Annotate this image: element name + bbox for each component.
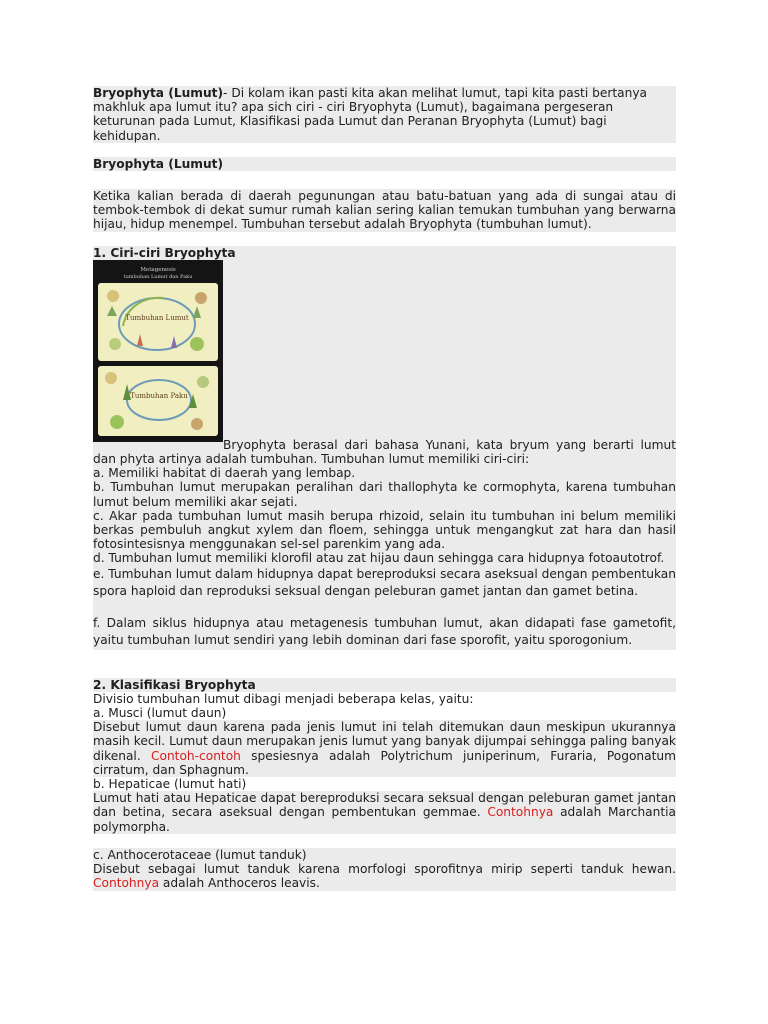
ciri-item-e: e. Tumbuhan lumut dalam hidupnya dapat bereproduksi secara aseksual dengan pembentukan spora haploid dan reproduksi seksual dengan peleburan gamet jantan dan gamet betina. — [93, 566, 676, 601]
section1-heading: 1. Ciri-ciri Bryophyta — [93, 246, 676, 260]
section2-heading: 2. Klasifikasi Bryophyta — [93, 678, 676, 692]
musci-text: Disebut lumut daun karena pada jenis lumut ini telah ditemukan daun meskipun ukurannya masih kecil. Lumut daun merupakan jenis lumut yang banyak dijumpai sehingga paling banyak dikenal. Contoh-contoh spesiesnya adalah Polytrichum juniperinum, Furaria, Pogonatum cirratum, dan Sphagnum. — [93, 720, 676, 777]
anthocerotaceae-link[interactable]: Contohnya — [93, 876, 160, 891]
hepaticae-text: Lumut hati atau Hepaticae dapat bereproduksi secara seksual dengan peleburan gamet jantan dan betina, secara aseksual dengan pembentukan gemmae. Contohnya adalah Marchantia polymorpha. — [93, 791, 676, 834]
metagenesis-image — [93, 260, 223, 442]
paragraph-1: Ketika kalian berada di daerah pegunungan atau batu-batuan yang ada di sungai atau di tembok-tembok di dekat sumur rumah kalian sering kalian temukan tumbuhan yang berwarna hijau, hidup menempel. Tumbuhan tersebut adalah Bryophyta (tumbuhan lumut). — [93, 189, 676, 232]
intro-title: Bryophyta (Lumut) — [93, 86, 224, 100]
figure-title-line1: Metagenesis — [140, 266, 176, 273]
musci-title: a. Musci (lumut daun) — [93, 706, 227, 721]
figure-area — [93, 260, 676, 438]
main-heading: Bryophyta (Lumut) — [93, 157, 676, 171]
ciri-item-f: f. Dalam siklus hidupnya atau metagenesis tumbuhan lumut, akan didapati fase gametofit, yaitu tumbuhan lumut sendiri yang lebih dominan dari fase sporofit, yaitu sporogonium. — [93, 615, 676, 650]
figure-label-lumut: Tumbuhan Lumut — [125, 313, 189, 322]
musci-link[interactable]: Contoh-contoh — [150, 748, 241, 763]
figure-label-paku: Tumbuhan Paku — [130, 391, 188, 400]
document-page — [93, 86, 676, 891]
anthocerotaceae-text: Disebut sebagai lumut tanduk karena morfologi sporofitnya mirip seperti tanduk hewan. Contohnya adalah Anthoceros leavis. — [93, 862, 676, 891]
anthocerotaceae-title: c. Anthocerotaceae (lumut tanduk) — [93, 848, 676, 862]
hepaticae-link[interactable]: Contohnya — [487, 805, 554, 820]
intro-text: - Di kolam ikan pasti kita akan melihat lumut, tapi kita pasti bertanya makhluk apa lumut itu? apa sich ciri - ciri Bryophyta (Lumut), bagaimana pergeseran keturunan pada Lumut, Klasifikasi pada Lumut dan Peranan Bryophyta (Lumut) bagi kehidupan. — [93, 86, 647, 143]
ciri-item-a: a. Memiliki habitat di daerah yang lembap. — [93, 466, 676, 480]
ciri-item-d: d. Tumbuhan lumut memiliki klorofil atau zat hijau daun sehingga cara hidupnya fotoautotrof. — [93, 551, 676, 565]
section1-lead: Bryophyta berasal dari bahasa Yunani, kata bryum yang berarti lumut dan phyta artinya adalah tumbuhan. Tumbuhan lumut memiliki ciri-ciri: — [93, 437, 676, 467]
hepaticae-title: b. Hepaticae (lumut hati) — [93, 777, 247, 792]
figure-title-line2: tumbuhan Lumut dan Paku — [123, 273, 193, 280]
ciri-item-b: b. Tumbuhan lumut merupakan peralihan dari thallophyta ke cormophyta, karena tumbuhan lumut belum memiliki akar sejati. — [93, 480, 676, 509]
section2-lead: Divisio tumbuhan lumut dibagi menjadi beberapa kelas, yaitu: — [93, 691, 474, 706]
ciri-item-c: c. Akar pada tumbuhan lumut masih berupa rhizoid, selain itu tumbuhan ini belum memiliki berkas pembuluh angkut xylem dan floem, sehingga untuk mengangkut zat hara dan hasil fotosintesisnya menggunakan sel-sel parenkim yang ada. — [93, 508, 676, 552]
intro-paragraph — [93, 86, 676, 143]
